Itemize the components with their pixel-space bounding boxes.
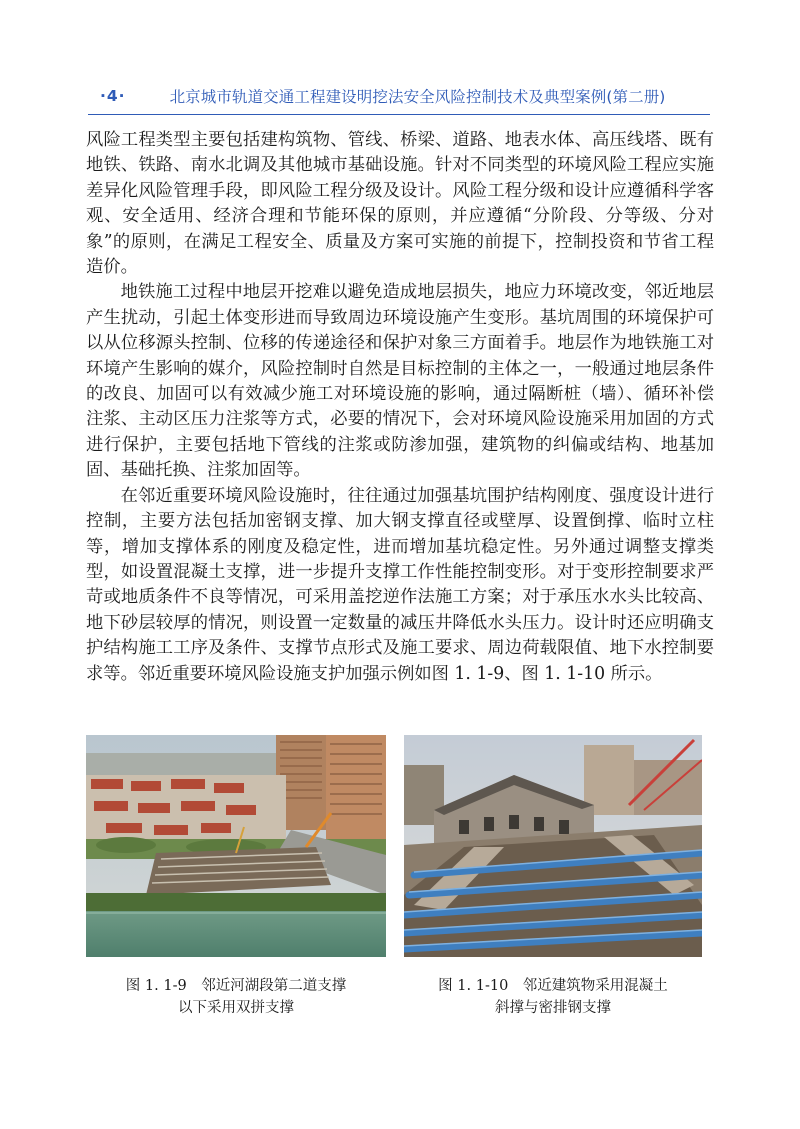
paragraph-3: 在邻近重要环境风险设施时，往往通过加强基坑围护结构刚度、强度设计进行控制，主要方法包括加密钢支撑、加大钢支撑直径或壁厚、设置倒撑、临时立柱等，增加支撑体系的刚度及稳定性，进而增加基坑稳定性。另外通过调整支撑类型，如设置混凝土支撑，进一步提升支撑工作性能控制变形。对于变形控制要求严苛或地质条件不良等情况，可采用盖挖逆作法施工方案；对于承压水水头比较高、地下砂层较厚的情况，则设置一定数量的减压井降低水头压力。设计时还应明确支护结构施工工序及条件、支撑节点形式及施工要求、周边荷载限值、地下水控制要求等。邻近重要环境风险设施支护加强示例如图 1. 1-9、图 1. 1-10 所示。 <box>86 485 714 684</box>
figure-1-1-10-photo <box>404 735 702 957</box>
paragraph-1: 风险工程类型主要包括建构筑物、管线、桥梁、道路、地表水体、高压线塔、既有地铁、铁路、南水北调及其他城市基础设施。针对不同类型的环境风险工程应实施差异化风险管理手段，即风险工程分级及设计。风险工程分级和设计应遵循科学客观、安全适用、经济合理和节能环保的原则，并应遵循“分阶段、分等级、分对象”的原则，在满足工程安全、质量及方案可实施的前提下，控制投资和节省工程造价。 <box>86 130 714 278</box>
body-text <box>86 128 714 687</box>
figure-1-1-10-caption <box>404 975 702 1019</box>
header-divider <box>88 114 710 115</box>
caption-line: 斜撑与密排钢支撑 <box>495 1000 611 1016</box>
paragraph-2: 地铁施工过程中地层开挖难以避免造成地层损失，地应力环境改变，邻近地层产生扰动，引起土体变形进而导致周边环境设施产生变形。基坑周围的环境保护可以从位移源头控制、位移的传递途径和保护对象三方面着手。地层作为地铁施工对环境产生影响的媒介，风险控制时自然是目标控制的主体之一，一般通过地层条件的改良、加固可以有效减少施工对环境设施的影响，通过隔断桩（墙）、循环补偿注浆、主动区压力注浆等方式，必要的情况下，会对环境风险设施采用加固的方式进行保护，主要包括地下管线的注浆或防渗加强，建筑物的纠偏或结构、地基加固、基础托换、注浆加固等。 <box>86 282 714 481</box>
caption-line: 以下采用双拼支撑 <box>178 1000 294 1016</box>
caption-line: 图 1. 1-10 邻近建筑物采用混凝土 <box>438 978 668 994</box>
page-number: ·4· <box>100 87 126 105</box>
figure-1-1-9-photo <box>86 735 386 957</box>
figure-1-1-9-caption <box>86 975 386 1019</box>
caption-line: 图 1. 1-9 邻近河湖段第二道支撑 <box>125 978 347 994</box>
book-title: 北京城市轨道交通工程建设明挖法安全风险控制技术及典型案例(第二册) <box>169 88 666 106</box>
running-header <box>88 84 710 108</box>
